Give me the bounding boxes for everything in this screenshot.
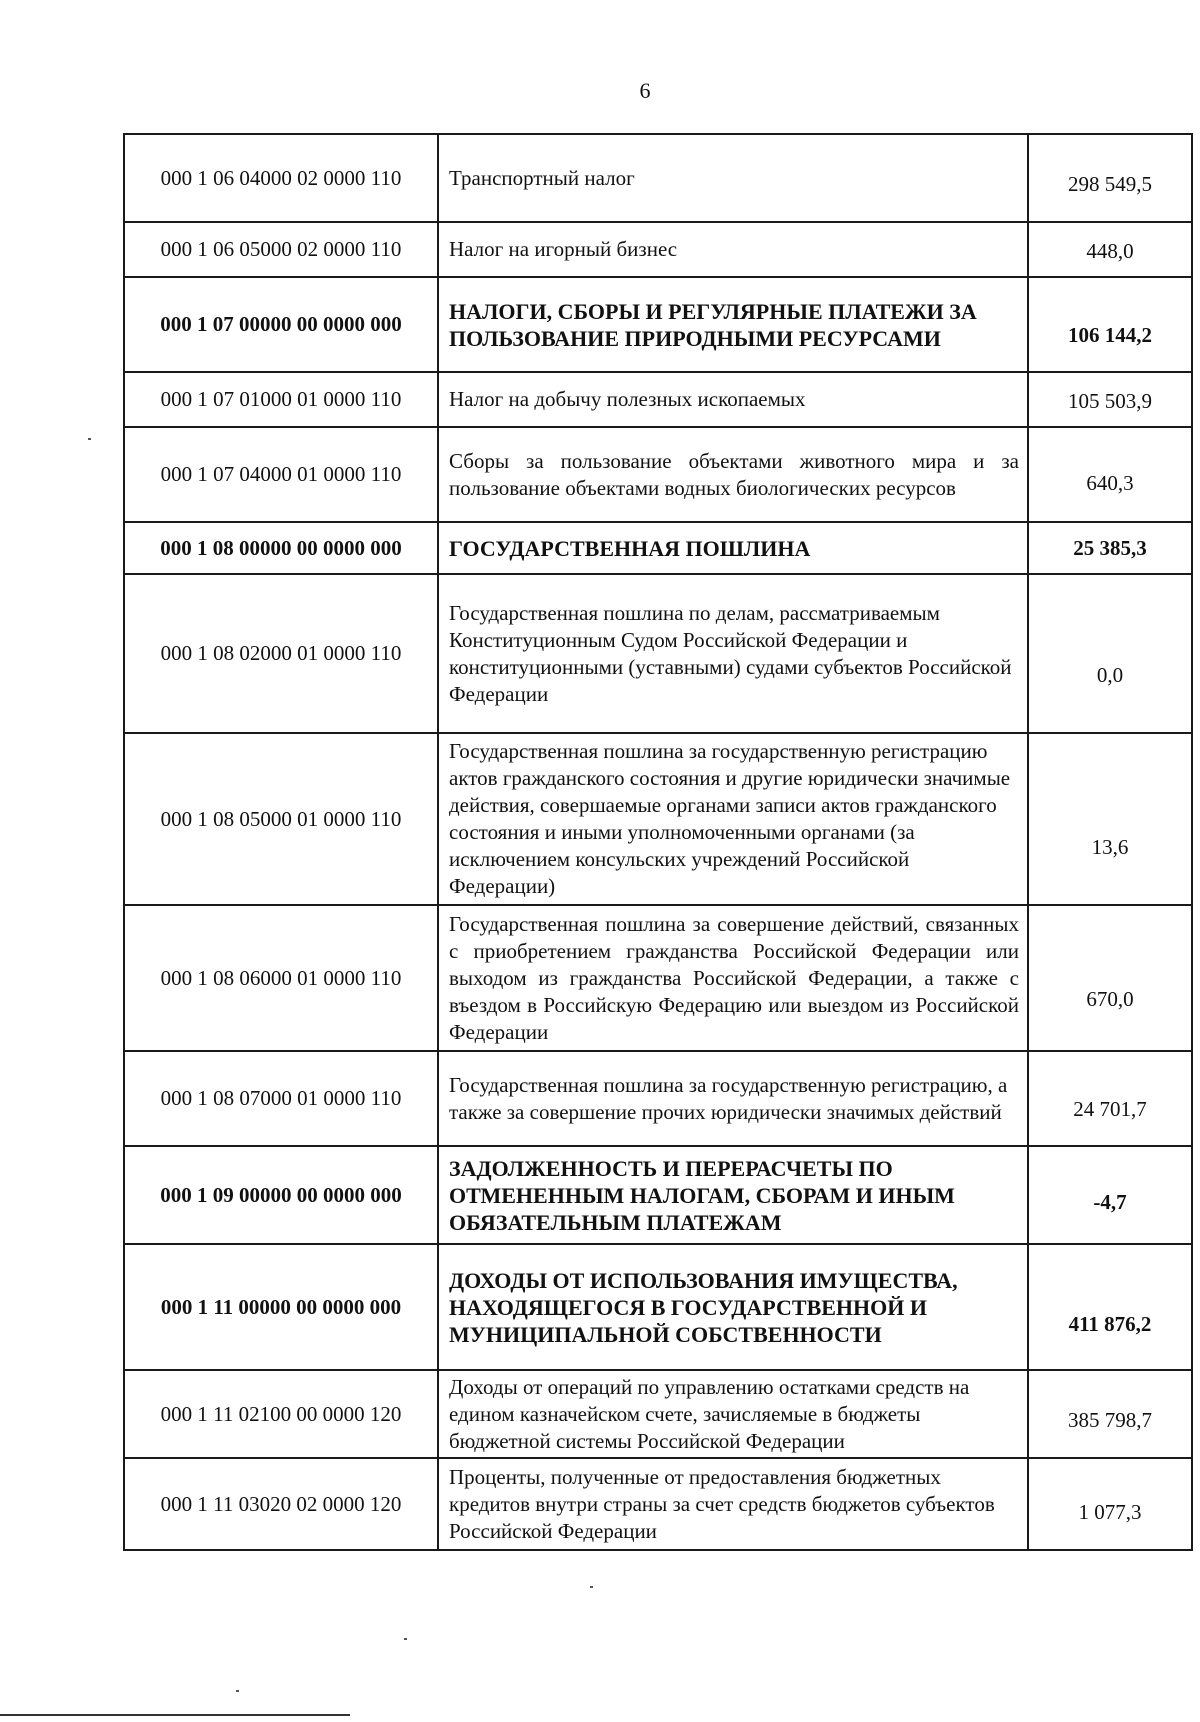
classification-code: 000 1 08 05000 01 0000 110 bbox=[124, 733, 438, 905]
scan-speck bbox=[88, 438, 91, 440]
revenue-name: Доходы от операций по управлению остатками средств на едином казначейском счете, зачисляемые в бюджеты бюджетной системы Российской Федерации bbox=[438, 1370, 1028, 1458]
table-row-section bbox=[124, 1244, 1192, 1370]
revenue-name: Проценты, полученные от предоставления бюджетных кредитов внутри страны за счет средств бюджетов субъектов Российской Федерации bbox=[438, 1458, 1028, 1550]
classification-code: 000 1 08 06000 01 0000 110 bbox=[124, 905, 438, 1051]
table-row bbox=[124, 1370, 1192, 1458]
table-row-section bbox=[124, 1146, 1192, 1244]
table-row bbox=[124, 1458, 1192, 1550]
revenue-amount: 13,6 bbox=[1028, 733, 1192, 905]
scan-speck bbox=[236, 1690, 239, 1692]
classification-code: 000 1 08 00000 00 0000 000 bbox=[124, 522, 438, 574]
revenue-amount: 1 077,3 bbox=[1028, 1458, 1192, 1550]
revenue-amount: 0,0 bbox=[1028, 574, 1192, 733]
classification-code: 000 1 09 00000 00 0000 000 bbox=[124, 1146, 438, 1244]
table-row bbox=[124, 905, 1192, 1051]
revenue-name: Государственная пошлина по делам, рассматриваемым Конституционным Судом Российской Федерации и конституционными (уставными) судами субъектов Российской Федерации bbox=[438, 574, 1028, 733]
revenue-name: Налог на игорный бизнес bbox=[438, 222, 1028, 277]
classification-code: 000 1 07 01000 01 0000 110 bbox=[124, 372, 438, 427]
classification-code: 000 1 11 02100 00 0000 120 bbox=[124, 1370, 438, 1458]
revenue-amount: 411 876,2 bbox=[1028, 1244, 1192, 1370]
revenue-amount: 298 549,5 bbox=[1028, 134, 1192, 222]
classification-code: 000 1 08 07000 01 0000 110 bbox=[124, 1051, 438, 1146]
revenue-name: Транспортный налог bbox=[438, 134, 1028, 222]
table-row bbox=[124, 372, 1192, 427]
budget-revenue-table bbox=[123, 133, 1193, 1551]
table-row bbox=[124, 134, 1192, 222]
revenue-name: Государственная пошлина за государственную регистрацию, а также за совершение прочих юридически значимых действий bbox=[438, 1051, 1028, 1146]
classification-code: 000 1 07 00000 00 0000 000 bbox=[124, 277, 438, 372]
revenue-name: Государственная пошлина за государственную регистрацию актов гражданского состояния и другие юридически значимые действия, совершаемые органами записи актов гражданского состояния и иными уполномоченными органами (за исключением консульских учреждений Российской Федерации) bbox=[438, 733, 1028, 905]
classification-code: 000 1 11 00000 00 0000 000 bbox=[124, 1244, 438, 1370]
revenue-amount: 640,3 bbox=[1028, 427, 1192, 522]
revenue-amount: 25 385,3 bbox=[1028, 522, 1192, 574]
table-row-section bbox=[124, 522, 1192, 574]
revenue-amount: 385 798,7 bbox=[1028, 1370, 1192, 1458]
revenue-name: Государственная пошлина за совершение действий, связанных с приобретением гражданства Российской Федерации или выходом из гражданства Российской Федерации, а также с въездом в Российскую Федерацию или выездом из Российской Федерации bbox=[438, 905, 1028, 1051]
revenue-amount: -4,7 bbox=[1028, 1146, 1192, 1244]
revenue-amount: 24 701,7 bbox=[1028, 1051, 1192, 1146]
revenue-amount: 105 503,9 bbox=[1028, 372, 1192, 427]
classification-code: 000 1 06 05000 02 0000 110 bbox=[124, 222, 438, 277]
revenue-name: ГОСУДАРСТВЕННАЯ ПОШЛИНА bbox=[438, 522, 1028, 574]
table-row-section bbox=[124, 277, 1192, 372]
scan-edge-line bbox=[0, 1714, 350, 1716]
revenue-name: НАЛОГИ, СБОРЫ И РЕГУЛЯРНЫЕ ПЛАТЕЖИ ЗА ПОЛЬЗОВАНИЕ ПРИРОДНЫМИ РЕСУРСАМИ bbox=[438, 277, 1028, 372]
classification-code: 000 1 08 02000 01 0000 110 bbox=[124, 574, 438, 733]
table-row bbox=[124, 574, 1192, 733]
classification-code: 000 1 07 04000 01 0000 110 bbox=[124, 427, 438, 522]
revenue-name: ДОХОДЫ ОТ ИСПОЛЬЗОВАНИЯ ИМУЩЕСТВА, НАХОДЯЩЕГОСЯ В ГОСУДАРСТВЕННОЙ И МУНИЦИПАЛЬНОЙ СОБСТВЕННОСТИ bbox=[438, 1244, 1028, 1370]
table-row bbox=[124, 222, 1192, 277]
revenue-name: Сборы за пользование объектами животного мира и за пользование объектами водных биологических ресурсов bbox=[438, 427, 1028, 522]
revenue-amount: 106 144,2 bbox=[1028, 277, 1192, 372]
table-row bbox=[124, 1051, 1192, 1146]
page-number: 6 bbox=[639, 78, 651, 103]
revenue-amount: 448,0 bbox=[1028, 222, 1192, 277]
table-row bbox=[124, 733, 1192, 905]
scan-speck bbox=[590, 1586, 593, 1588]
classification-code: 000 1 11 03020 02 0000 120 bbox=[124, 1458, 438, 1550]
classification-code: 000 1 06 04000 02 0000 110 bbox=[124, 134, 438, 222]
revenue-name: Налог на добычу полезных ископаемых bbox=[438, 372, 1028, 427]
table-row bbox=[124, 427, 1192, 522]
scan-speck bbox=[404, 1638, 407, 1640]
revenue-name: ЗАДОЛЖЕННОСТЬ И ПЕРЕРАСЧЕТЫ ПО ОТМЕНЕННЫМ НАЛОГАМ, СБОРАМ И ИНЫМ ОБЯЗАТЕЛЬНЫМ ПЛАТЕЖАМ bbox=[438, 1146, 1028, 1244]
revenue-amount: 670,0 bbox=[1028, 905, 1192, 1051]
